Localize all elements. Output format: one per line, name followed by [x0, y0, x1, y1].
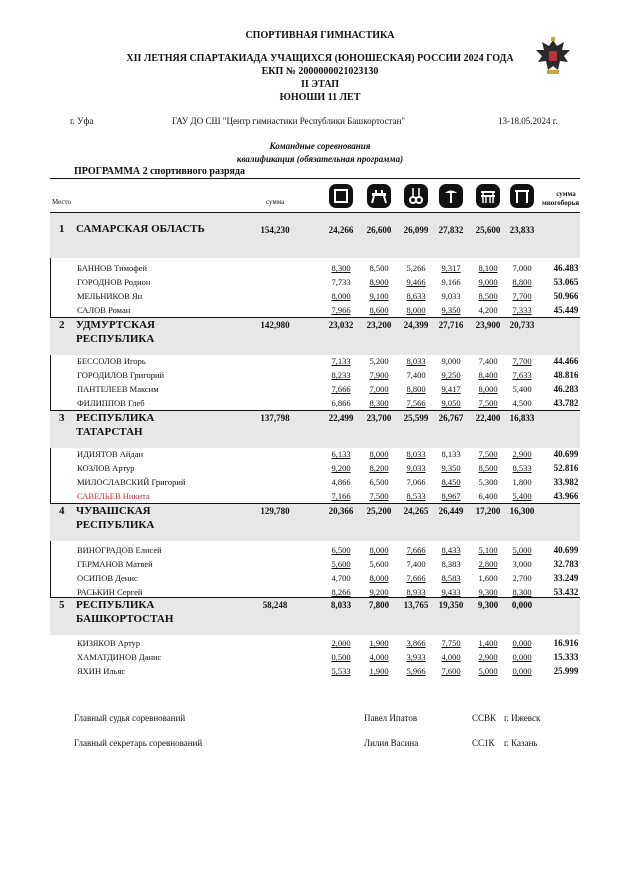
score: 2,900 [512, 449, 532, 459]
aa-total: 50.966 [553, 291, 579, 301]
team-score-vault: 19,350 [438, 600, 464, 610]
team-score-floor: 8,033 [330, 600, 352, 610]
team-score-hbar: 20,733 [509, 320, 535, 330]
score: 7,400 [406, 559, 426, 569]
athlete-name: ВИНОГРАДОВ Елисей [77, 545, 162, 555]
team-score-vault: 27,832 [438, 225, 464, 235]
high-bar-icon [510, 184, 534, 208]
score: 0,000 [512, 638, 532, 648]
score: 8,266 [331, 587, 351, 597]
aa-total: 52.816 [553, 463, 579, 473]
score: 6,500 [331, 545, 351, 555]
score: 3,933 [406, 652, 426, 662]
score: 4,700 [331, 573, 351, 583]
athlete-name: ХАМАТДИНОВ Данис [77, 652, 162, 662]
header-top-rule [50, 178, 580, 179]
score: 9,350 [441, 463, 461, 473]
sport-title: СПОРТИВНАЯ ГИМНАСТИКА [245, 30, 395, 41]
team-name-line2: БАШКОРТОСТАН [76, 613, 174, 625]
score: 5,000 [512, 545, 532, 555]
team-score-vault: 26,767 [438, 413, 464, 423]
team-place: 4 [59, 505, 65, 517]
team-score-rings: 13,765 [403, 600, 429, 610]
team-name: САМАРСКАЯ ОБЛАСТЬ [76, 223, 205, 235]
team-score-hbar: 0,000 [511, 600, 533, 610]
team-score-pbars: 9,300 [477, 600, 499, 610]
score: 9,433 [441, 587, 461, 597]
team-name-line1: РЕСПУБЛИКА [76, 599, 155, 611]
parallel-bars-icon [476, 184, 500, 208]
event-title: XII ЛЕТНЯЯ СПАРТАКИАДА УЧАЩИХСЯ (ЮНОШЕСКАЯ) РОССИИ 2024 ГОДА [126, 53, 514, 64]
team-total: 58,248 [262, 600, 288, 610]
athlete-name: ИДИЯТОВ Айдан [77, 449, 144, 459]
chief-secretary-title: Главный секретарь соревнований [74, 738, 203, 748]
venue: ГАУ ДО СШ "Центр гимнастики Республики Башкортостан" [172, 116, 406, 126]
score: 7,700 [512, 356, 532, 366]
score: 8,000 [369, 573, 389, 583]
score: 9,317 [441, 263, 461, 273]
score: 6,133 [331, 449, 351, 459]
aa-total: 44.466 [553, 356, 579, 366]
score: 8,000 [406, 305, 426, 315]
aa-total: 46.283 [553, 384, 579, 394]
score: 7,066 [406, 477, 426, 487]
chief-judge-title: Главный судья соревнований [74, 713, 186, 723]
athlete-name: САЛОВ Роман [77, 305, 131, 315]
score: 2,700 [512, 573, 532, 583]
score: 7,333 [512, 305, 532, 315]
score: 8,100 [478, 263, 498, 273]
score: 9,350 [441, 305, 461, 315]
score: 9,200 [331, 463, 351, 473]
team-score-floor: 22,499 [328, 413, 354, 423]
score: 1,800 [512, 477, 532, 487]
place-column-header: Место [52, 198, 71, 206]
aa-total: 43.782 [553, 398, 579, 408]
score: 5,000 [478, 666, 498, 676]
team-divider [50, 597, 580, 598]
score: 8,500 [369, 263, 389, 273]
score: 8,633 [406, 291, 426, 301]
score: 1,400 [478, 638, 498, 648]
aa-total: 46.483 [553, 263, 579, 273]
score: 0,000 [512, 666, 532, 676]
score: 8,450 [441, 477, 461, 487]
score: 7,000 [369, 384, 389, 394]
score: 8,033 [406, 356, 426, 366]
score: 7,700 [512, 291, 532, 301]
score: 8,233 [331, 370, 351, 380]
team-place: 3 [59, 412, 65, 424]
score: 8,300 [512, 587, 532, 597]
score: 5,600 [369, 559, 389, 569]
team-score-pommel: 25,200 [366, 506, 392, 516]
aa-total: 48.816 [553, 370, 579, 380]
team-name-line1: РЕСПУБЛИКА [76, 412, 155, 424]
team-name-line1: УДМУРТСКАЯ [76, 319, 155, 331]
score: 9,050 [441, 398, 461, 408]
score: 8,800 [406, 384, 426, 394]
aa-total: 32.783 [553, 559, 579, 569]
team-place: 5 [59, 599, 65, 611]
score: 5,400 [512, 384, 532, 394]
score: 0,500 [331, 652, 351, 662]
athlete-name: БАННОВ Тимофей [77, 263, 148, 273]
score: 8,533 [512, 463, 532, 473]
score: 8,200 [369, 463, 389, 473]
athlete-name: ПАНТЕЛЕЕВ Максим [77, 384, 159, 394]
team-divider [50, 317, 580, 318]
team-score-pbars: 23,900 [475, 320, 501, 330]
team-place: 1 [59, 223, 65, 235]
athlete-name-highlighted: САВЕЛЬЕВ Никита [77, 491, 150, 501]
score: 4,000 [441, 652, 461, 662]
team-score-hbar: 16,300 [509, 506, 535, 516]
athlete-name: БЕССОЛОВ Игорь [77, 356, 146, 366]
score: 8,533 [406, 491, 426, 501]
score: 9,250 [441, 370, 461, 380]
team-score-pommel: 7,800 [368, 600, 390, 610]
team-score-pbars: 22,400 [475, 413, 501, 423]
athlete-name: ГЕРМАНОВ Матвей [77, 559, 153, 569]
score: 2,000 [331, 638, 351, 648]
score: 1,900 [369, 638, 389, 648]
team-total: 154,230 [260, 225, 290, 235]
score: 9,033 [441, 291, 461, 301]
score: 8,400 [478, 370, 498, 380]
aa-total: 25.999 [553, 666, 579, 676]
athlete-name: МЕЛЬНИКОВ Ян [77, 291, 143, 301]
score: 2,800 [478, 559, 498, 569]
team-score-rings: 24,399 [403, 320, 429, 330]
athlete-name: ОСИПОВ Денис [77, 573, 138, 583]
aa-total: 53.432 [553, 587, 579, 597]
team-divider [50, 503, 580, 504]
aa-column-header-line1: сумма [556, 190, 576, 198]
athlete-name: ФИЛИППОВ Глеб [77, 398, 145, 408]
score: 8,000 [369, 449, 389, 459]
score: 5,533 [331, 666, 351, 676]
team-score-floor: 23,032 [328, 320, 354, 330]
age-group: ЮНОШИ 11 ЛЕТ [279, 92, 361, 103]
score: 4,200 [478, 305, 498, 315]
score: 9,100 [369, 291, 389, 301]
score: 7,750 [441, 638, 461, 648]
aa-total: 43.966 [553, 491, 579, 501]
score: 8,500 [478, 291, 498, 301]
score: 7,133 [331, 356, 351, 366]
team-score-rings: 26,099 [403, 225, 429, 235]
score: 8,433 [441, 545, 461, 555]
score: 7,566 [406, 398, 426, 408]
score: 7,633 [512, 370, 532, 380]
aa-total: 45.449 [553, 305, 579, 315]
score: 7,500 [478, 398, 498, 408]
score: 5,266 [406, 263, 426, 273]
ekp-number: ЕКП № 2000000021023130 [261, 66, 379, 77]
athlete-name: МИЛОСЛАВСКИЙ Григорий [77, 477, 186, 487]
score: 7,900 [369, 370, 389, 380]
score: 7,666 [331, 384, 351, 394]
competition-type: Командные соревнования [269, 141, 371, 151]
team-score-floor: 20,366 [328, 506, 354, 516]
team-score-pommel: 23,700 [366, 413, 392, 423]
score: 8,000 [478, 384, 498, 394]
score: 9,033 [406, 463, 426, 473]
team-score-floor: 24,266 [328, 225, 354, 235]
team-score-hbar: 16,833 [509, 413, 535, 423]
team-score-pbars: 17,200 [475, 506, 501, 516]
score: 9,300 [478, 587, 498, 597]
score: 1,600 [478, 573, 498, 583]
chief-secretary-name: Лилия Васина [364, 738, 419, 748]
score: 4,500 [512, 398, 532, 408]
score: 8,583 [441, 573, 461, 583]
team-total: 142,980 [260, 320, 290, 330]
score: 8,033 [406, 449, 426, 459]
program-title: ПРОГРАММА 2 спортивного разряда [74, 166, 245, 177]
score: 8,000 [369, 545, 389, 555]
sum-column-header: сумма [266, 198, 285, 206]
score: 9,417 [441, 384, 461, 394]
athlete-name: КОЗЛОВ Артур [77, 463, 135, 473]
aa-total: 40.699 [553, 449, 579, 459]
score: 7,400 [406, 370, 426, 380]
aa-total: 53.065 [553, 277, 579, 287]
score: 7,000 [512, 263, 532, 273]
score: 9,000 [441, 356, 461, 366]
score: 3,866 [406, 638, 426, 648]
location: г. Уфа [70, 116, 94, 126]
score: 9,000 [478, 277, 498, 287]
score: 1,900 [369, 666, 389, 676]
athlete-name: ГОРОДИЛОВ Григорий [77, 370, 165, 380]
score: 8,300 [331, 263, 351, 273]
score: 3,000 [512, 559, 532, 569]
score: 8,000 [331, 291, 351, 301]
score: 8,383 [441, 559, 461, 569]
score: 7,733 [331, 277, 351, 287]
score: 8,967 [441, 491, 461, 501]
score: 5,200 [369, 356, 389, 366]
score: 5,100 [478, 545, 498, 555]
score: 9,466 [406, 277, 426, 287]
team-place: 2 [59, 319, 65, 331]
score: 6,500 [369, 477, 389, 487]
score: 6,866 [331, 398, 351, 408]
team-name-line2: РЕСПУБЛИКА [76, 519, 155, 531]
score: 7,166 [331, 491, 351, 501]
score: 9,200 [369, 587, 389, 597]
chief-judge-name: Павел Ипатов [364, 713, 418, 723]
score: 9,166 [441, 277, 461, 287]
table-left-border [50, 212, 51, 604]
athlete-name: ГОРОДНОВ Родион [77, 277, 151, 287]
aa-total: 33.249 [553, 573, 579, 583]
team-score-vault: 26,449 [438, 506, 464, 516]
team-divider [50, 410, 580, 411]
team-name-line2: РЕСПУБЛИКА [76, 333, 155, 345]
score: 7,500 [369, 491, 389, 501]
floor-icon [329, 184, 353, 208]
score: 8,800 [512, 277, 532, 287]
chief-judge-city: г. Ижевск [504, 713, 541, 723]
aa-total: 16.916 [553, 638, 579, 648]
score: 0,000 [512, 652, 532, 662]
score: 7,666 [406, 545, 426, 555]
score: 7,666 [406, 573, 426, 583]
chief-secretary-city: г. Казань [504, 738, 538, 748]
athlete-name: КИЗЯКОВ Артур [77, 638, 141, 648]
team-score-pommel: 23,200 [366, 320, 392, 330]
team-total: 129,780 [260, 506, 290, 516]
score: 6,400 [478, 491, 498, 501]
stage: II ЭТАП [301, 79, 339, 90]
score: 5,966 [406, 666, 426, 676]
score: 8,500 [478, 463, 498, 473]
aa-column-header-line2: многоборья [542, 199, 580, 207]
aa-total: 15.333 [553, 652, 579, 662]
team-name-line2: ТАТАРСТАН [76, 426, 143, 438]
pommel-horse-icon [367, 184, 391, 208]
score: 5,300 [478, 477, 498, 487]
score: 4,866 [331, 477, 351, 487]
score: 8,900 [369, 277, 389, 287]
team-score-rings: 25,599 [403, 413, 429, 423]
athlete-name: РАСЬКИН Сергей [77, 587, 143, 597]
team-score-hbar: 23,833 [509, 225, 535, 235]
score: 8,600 [369, 305, 389, 315]
score: 5,600 [331, 559, 351, 569]
score: 8,300 [369, 398, 389, 408]
team-score-pbars: 25,600 [475, 225, 501, 235]
score: 8,933 [406, 587, 426, 597]
score: 4,000 [369, 652, 389, 662]
score: 7,966 [331, 305, 351, 315]
team-name-line1: ЧУВАШСКАЯ [76, 505, 151, 517]
vault-icon [439, 184, 463, 208]
score: 7,600 [441, 666, 461, 676]
athlete-name: ЯХИН Ильяс [77, 666, 126, 676]
team-score-vault: 27,716 [438, 320, 464, 330]
team-score-pommel: 26,600 [366, 225, 392, 235]
team-score-rings: 24,265 [403, 506, 429, 516]
aa-total: 40.699 [553, 545, 579, 555]
chief-judge-category: ССВК [472, 713, 497, 723]
dates: 13-18.05.2024 г. [498, 116, 558, 126]
qualification-type: квалификация (обязательная программа) [236, 154, 404, 164]
score: 8,133 [441, 449, 461, 459]
team-total: 137,798 [260, 413, 290, 423]
chief-secretary-category: СС1К [472, 738, 495, 748]
score: 7,400 [478, 356, 498, 366]
aa-total: 33.982 [553, 477, 579, 487]
score: 5,400 [512, 491, 532, 501]
score: 2,900 [478, 652, 498, 662]
rings-icon [404, 184, 428, 208]
score: 7,500 [478, 449, 498, 459]
